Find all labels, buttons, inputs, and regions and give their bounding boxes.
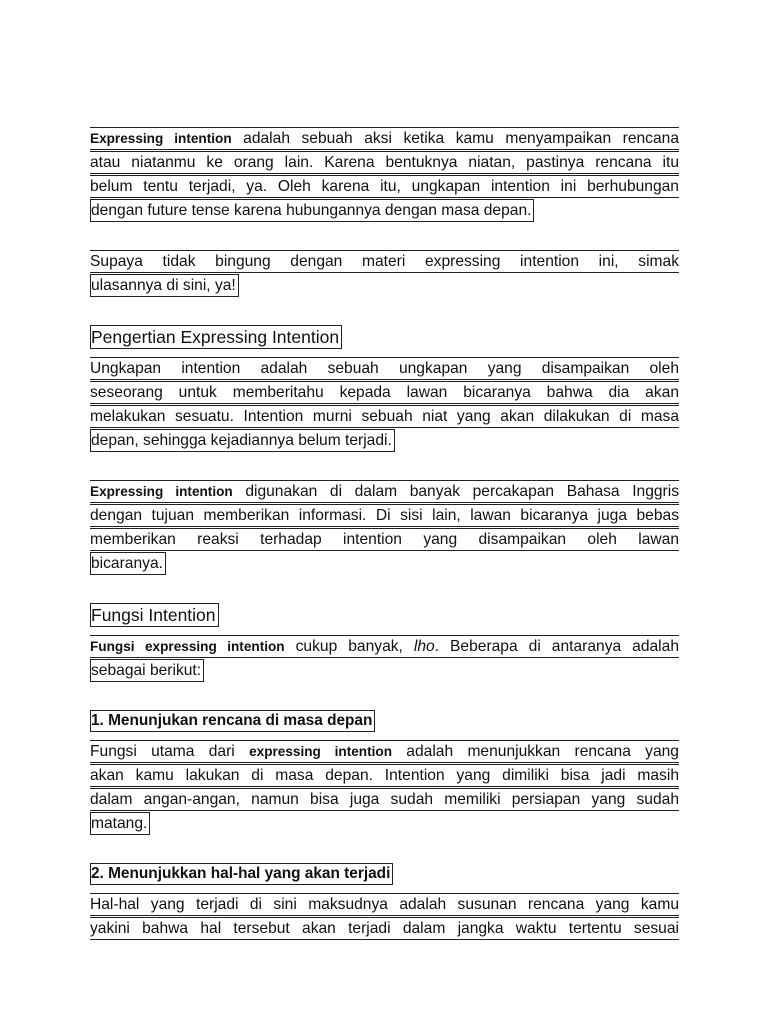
bold-term: expressing intention (249, 744, 392, 759)
bold-term: Expressing intention (90, 484, 233, 499)
paragraph-pengertian (90, 357, 679, 458)
text-line: depan, sehingga kejadiannya belum terjadi. (90, 429, 395, 452)
text-line: akan kamu lakukan di masa depan. Intention yang dimiliki bisa jadi masih (90, 764, 679, 787)
text-line: melakukan sesuatu. Intention murni sebuah niat yang akan dilakukan di masa (90, 405, 679, 428)
text-line: bicaranya. (90, 552, 166, 575)
text-span: digunakan di dalam banyak percakapan Bahasa Inggris (232, 483, 679, 500)
paragraph-fungsi (90, 635, 679, 688)
text-span: Fungsi utama dari (90, 743, 250, 760)
text-line: Ungkapan intention adalah sebuah ungkapan yang disampaikan oleh (90, 357, 679, 380)
paragraph-digunakan (90, 480, 679, 581)
bold-term: Fungsi expressing intention (90, 639, 285, 654)
text-line: Supaya tidak bingung dengan materi expressing intention ini, simak (90, 250, 679, 273)
text-line: dalam angan-angan, namun bisa juga sudah memiliki persiapan yang sudah (90, 788, 679, 811)
heading-fungsi-wrap (90, 603, 679, 635)
text-line: yakini bahwa hal tersebut akan terjadi dalam jangka waktu tertentu sesuai (90, 917, 679, 940)
text-span: cukup banyak, (284, 638, 414, 655)
text-line (90, 480, 679, 503)
text-line: seseorang untuk memberitahu kepada lawan bicaranya bahwa dia akan (90, 381, 679, 404)
heading-pengertian-wrap (90, 325, 679, 357)
paragraph-supaya (90, 250, 679, 303)
heading-menunjukan-rencana: 1. Menunjukan rencana di masa depan (90, 710, 375, 732)
text-line (90, 740, 679, 763)
text-line: dengan future tense karena hubungannya dengan masa depan. (90, 199, 534, 222)
text-line: Hal-hal yang terjadi di sini maksudnya adalah susunan rencana yang kamu (90, 893, 679, 916)
heading-2-wrap (90, 863, 679, 893)
text-span: adalah menunjukkan rencana yang (392, 743, 679, 760)
bold-term: Expressing intention (90, 131, 232, 146)
text-line: matang. (90, 812, 150, 835)
heading-1-wrap (90, 710, 679, 740)
text-line: ulasannya di sini, ya! (90, 274, 239, 297)
paragraph-hal-hal (90, 893, 679, 940)
paragraph-intro (90, 127, 679, 228)
paragraph-fungsi-utama (90, 740, 679, 841)
italic-term: lho (413, 638, 435, 655)
text-line: belum tentu terjadi, ya. Oleh karena itu, ungkapan intention ini berhubungan (90, 175, 679, 198)
text-span: adalah sebuah aksi ketika kamu menyampaikan rencana (231, 130, 679, 147)
text-line (90, 635, 679, 658)
text-line: memberikan reaksi terhadap intention yang disampaikan oleh lawan (90, 528, 679, 551)
heading-hal-akan-terjadi: 2. Menunjukkan hal-hal yang akan terjadi (90, 863, 393, 885)
heading-pengertian: Pengertian Expressing Intention (90, 325, 342, 349)
text-line: atau niatanmu ke orang lain. Karena bentuknya niatan, pastinya rencana itu (90, 151, 679, 174)
text-line: sebagai berikut: (90, 659, 204, 682)
text-line: dengan tujuan memberikan informasi. Di sisi lain, lawan bicaranya juga bebas (90, 504, 679, 527)
text-line (90, 127, 679, 150)
heading-fungsi: Fungsi Intention (90, 603, 219, 627)
text-span: . Beberapa di antaranya adalah (434, 638, 679, 655)
document-page (90, 127, 679, 941)
